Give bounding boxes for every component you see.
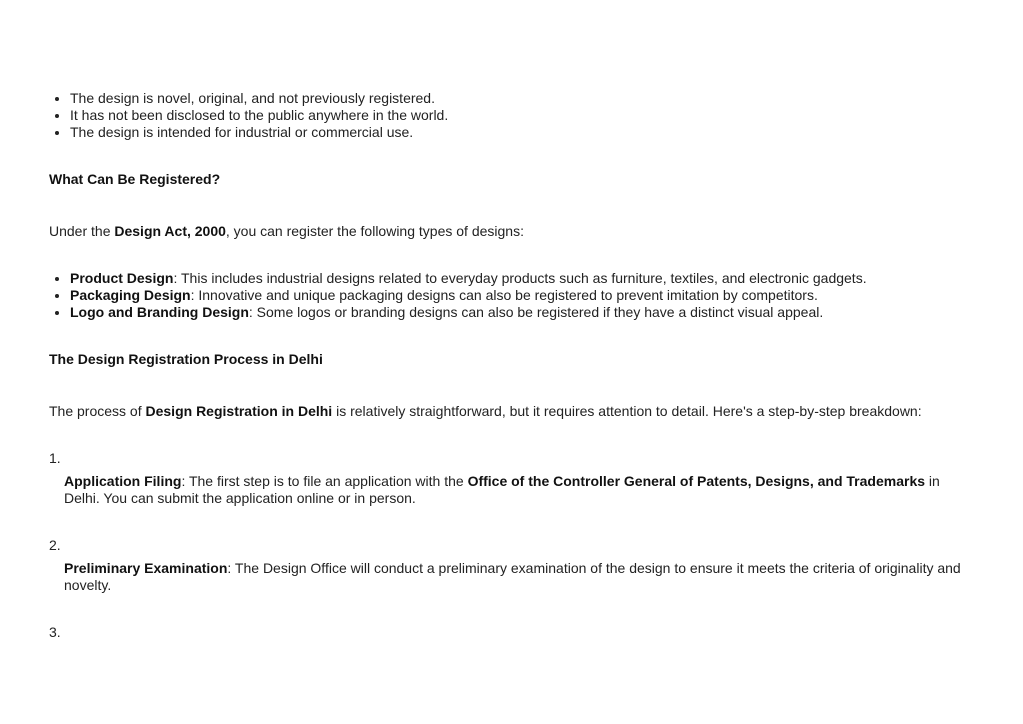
criteria-list xyxy=(49,90,979,141)
step-term: Preliminary Examination xyxy=(64,560,228,576)
list-item: • It has not been disclosed to the public anywhere in the world. xyxy=(70,107,979,124)
step-number: 2. xyxy=(49,537,61,553)
intro-bold-text: Design Act, 2000 xyxy=(114,223,226,239)
intro-text: The process of xyxy=(49,403,146,419)
step-body xyxy=(49,560,979,594)
step-body xyxy=(49,473,979,507)
intro-text: Under the xyxy=(49,223,115,239)
list-item xyxy=(70,270,979,287)
intro-text: , you can register the following types of designs: xyxy=(225,223,524,239)
section-intro xyxy=(49,403,979,420)
list-item: • The design is intended for industrial or commercial use. xyxy=(70,124,979,141)
step-term: Application Filing xyxy=(64,473,182,489)
document-page xyxy=(49,90,979,641)
step-text: : The first step is to file an application with the xyxy=(181,473,468,489)
design-types-list xyxy=(49,270,979,321)
step-text: : The Design Office will conduct a preliminary examination of the design to ensure it meets the criteria of originality and novelty. xyxy=(64,560,961,593)
list-item-text: : This includes industrial designs related to everyday products such as furniture, textiles, and electronic gadgets. xyxy=(173,270,867,286)
intro-bold-text: Design Registration in Delhi xyxy=(145,403,333,419)
process-step xyxy=(49,450,979,507)
intro-text: is relatively straightforward, but it requires attention to detail. Here's a step-by-step breakdown: xyxy=(332,403,922,419)
section-heading: What Can Be Registered? xyxy=(49,171,221,187)
list-item: • The design is novel, original, and not previously registered. xyxy=(70,90,979,107)
list-item-text: : Innovative and unique packaging designs can also be registered to prevent imitation by competitors. xyxy=(190,287,818,303)
section-heading: The Design Registration Process in Delhi xyxy=(49,351,323,367)
list-item-text: : Some logos or branding designs can also be registered if they have a distinct visual appeal. xyxy=(248,304,824,320)
step-text: in Delhi. You can submit the application online or in person. xyxy=(64,473,940,506)
section-intro xyxy=(49,223,979,240)
step-number: 1. xyxy=(49,450,61,466)
step-number: 3. xyxy=(49,624,61,640)
process-step xyxy=(49,537,979,594)
list-item-term: Packaging Design xyxy=(70,287,191,303)
step-bold-text: Office of the Controller General of Patents, Designs, and Trademarks xyxy=(467,473,926,489)
list-item-term: Product Design xyxy=(70,270,174,286)
list-item-term: Logo and Branding Design xyxy=(70,304,249,320)
process-step xyxy=(49,624,979,641)
list-item xyxy=(70,287,979,304)
list-item xyxy=(70,304,979,321)
